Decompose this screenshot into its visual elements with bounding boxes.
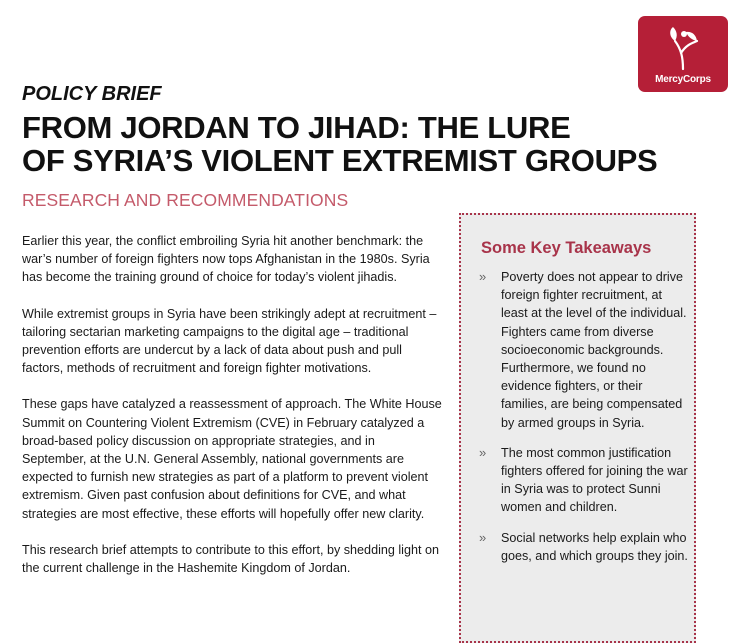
- double-chevron-icon: »: [479, 529, 487, 545]
- takeaway-item: [479, 444, 691, 517]
- page-title: [22, 111, 657, 177]
- body-paragraph: While extremist groups in Syria have been strikingly adept at recruitment – tailoring sectarian marketing campaigns to the digital age – traditional prevention efforts are undercut by a lack of data about push and pull factors, methods of recruitment and foreign fighter motivations.: [22, 306, 437, 376]
- body-paragraph: These gaps have catalyzed a reassessment of approach. The White House Summit on Countering Violent Extremism (CVE) in February catalyzed a broad-based policy discussion on appropriate strategies, and in September, at the U.N. General Assembly, national governments are expected to furnish new strategies as part of a platform to prevent violent extremism. Given past confusion about definitions for CVE, and what strategies are most effective, these efforts will hopefully offer new clarity.: [22, 397, 442, 521]
- key-takeaways-box: [459, 213, 696, 643]
- takeaway-text: Social networks help explain who goes, and which groups they join.: [501, 530, 688, 563]
- takeaways-list: [479, 268, 691, 577]
- takeaway-text: Poverty does not appear to drive foreign fighter recruitment, at least at the level of the individual. Fighters came from diverse socioeconomic backgrounds. Furthermore, we found no evidence fighters, or their families, are being compensated by armed groups in Syria.: [501, 270, 687, 430]
- body-paragraph: Earlier this year, the conflict embroiling Syria hit another benchmark: the war’s number of foreign fighters now tops Afghanistan in the 1980s. Syria has become the training ground of choice for today’s violent jihadis.: [22, 234, 430, 285]
- title-line-1: FROM JORDAN TO JIHAD: THE LURE: [22, 110, 571, 145]
- title-line-2: OF SYRIA’S VIOLENT EXTREMIST GROUPS: [22, 143, 658, 178]
- body-paragraph: This research brief attempts to contribute to this effort, by shedding light on the current challenge in the Hashemite Kingdom of Jordan.: [22, 542, 439, 576]
- logo-wordmark: MercyCorps: [655, 74, 711, 85]
- leaf-figure-icon: [666, 25, 700, 71]
- policy-brief-label: POLICY BRIEF: [22, 83, 162, 105]
- takeaway-text: The most common justification fighters offered for joining the war in Syria was to protect Sunni women and children.: [501, 445, 688, 515]
- double-chevron-icon: »: [479, 444, 487, 460]
- page-subtitle: RESEARCH AND RECOMMENDATIONS: [22, 190, 349, 210]
- double-chevron-icon: »: [479, 269, 487, 284]
- takeaways-title: Some Key Takeaways: [481, 239, 652, 257]
- takeaway-item: [479, 529, 691, 565]
- takeaway-item: [479, 268, 691, 432]
- body-text: [22, 232, 442, 595]
- mercy-corps-logo: [638, 16, 728, 92]
